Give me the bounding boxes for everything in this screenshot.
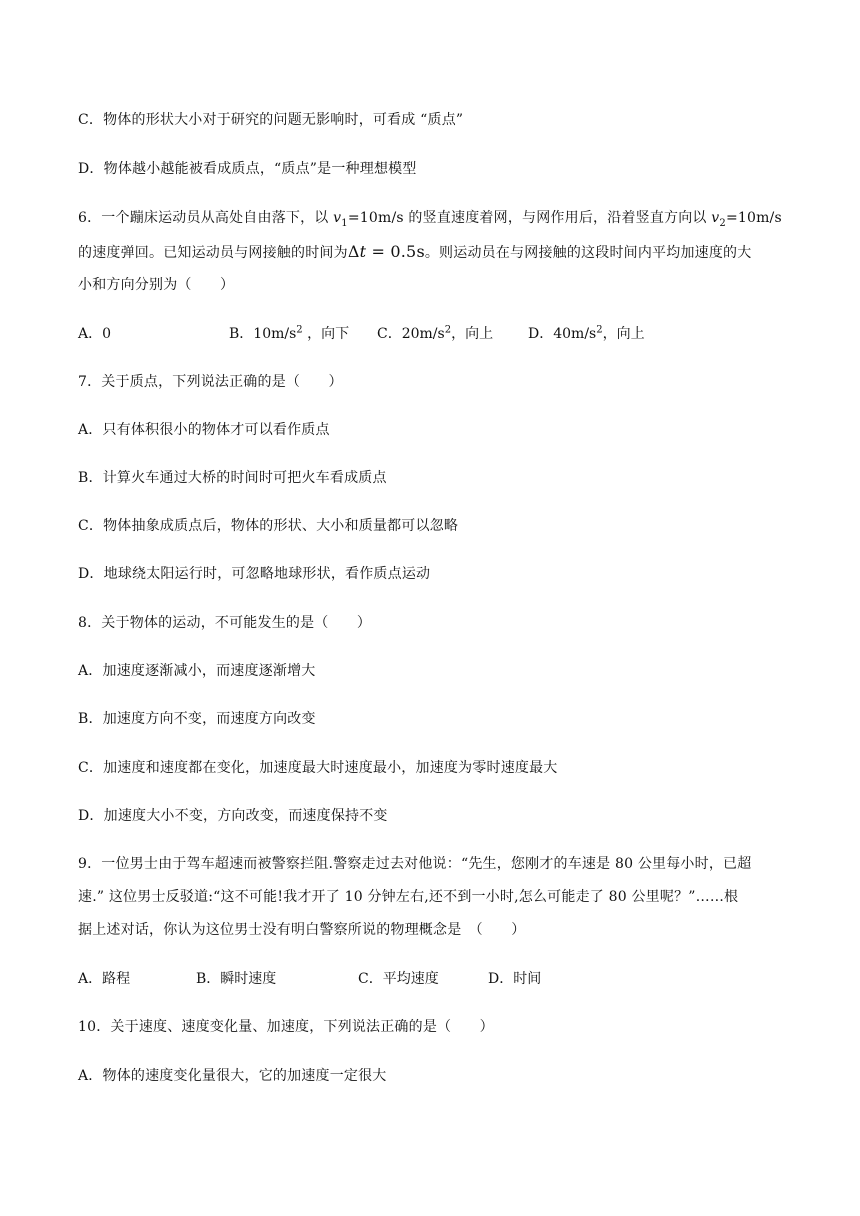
t-symbol: t [359, 242, 367, 261]
option-text: B．10m/s [229, 326, 297, 342]
q7-option-b: B．计算火车通过大桥的时间时可把火车看成质点 [78, 470, 387, 486]
q6-stem-line3: 小和方向分别为（ ） [78, 277, 235, 293]
q6-option-a: A．0 [78, 326, 112, 342]
superscript: 2 [596, 324, 603, 336]
q8-option-a: A．加速度逐渐减小，而速度逐渐增大 [78, 663, 316, 679]
q7-stem: 7．关于质点，下列说法正确的是（ ） [78, 374, 343, 390]
superscript: 2 [444, 324, 452, 336]
q8-option-c: C．加速度和速度都在变化，加速度最大时速度最小，加速度为零时速度最大 [78, 760, 558, 776]
q6-options-row [78, 324, 778, 344]
delta-symbol: Δ [347, 242, 360, 261]
q6-option-b [229, 324, 349, 344]
subscript: 2 [719, 217, 726, 229]
q9-options-row [78, 969, 778, 989]
q6-stem-line1 [78, 208, 782, 228]
q8-stem: 8．关于物体的运动，不可能发生的是（ ） [78, 615, 372, 631]
q7-option-c: C．物体抽象成质点后，物体的形状、大小和质量都可以忽略 [78, 518, 459, 534]
q8-option-d: D．加速度大小不变，方向改变，而速度保持不变 [78, 808, 388, 824]
q6-text-part: 。则运动员在与网接触的这段时间内平均加速度的大 [424, 245, 752, 261]
q6-option-c [377, 324, 493, 344]
q6-text-part: 6．一个蹦床运动员从高处自由落下，以 [78, 210, 334, 226]
q9-stem-line3: 据上述对话，你认为这位男士没有明白警察所说的物理概念是 （ ） [78, 922, 526, 938]
q7-option-a: A．只有体积很小的物体才可以看作质点 [78, 422, 330, 438]
q5-option-c: C．物体的形状大小对于研究的问题无影响时，可看成 “质点” [78, 112, 464, 128]
formula-value: = 0.5s [366, 242, 425, 261]
q10-option-a: A．物体的速度变化量很大，它的加速度一定很大 [78, 1068, 387, 1084]
q8-option-b: B．加速度方向不变，而速度方向改变 [78, 711, 316, 727]
option-text: C．20m/s [377, 326, 445, 342]
q6-text-part: 的速度弹回。已知运动员与网接触的时间为 [78, 245, 348, 261]
option-text: ，向下 [302, 326, 350, 342]
q10-stem: 10．关于速度、速度变化量、加速度，下列说法正确的是（ ） [78, 1019, 494, 1035]
symbol-v1: v [333, 210, 342, 226]
delta-t-formula [348, 242, 425, 261]
q9-stem-line1: 9．一位男士由于驾车超速而被警察拦阻.警察走过去对他说：“先生，您刚才的车速是 80 公里每小时，已超 [78, 856, 752, 872]
symbol-v2: v [711, 210, 720, 226]
q5-option-d: D．物体越小越能被看成质点，“质点”是一种理想模型 [78, 161, 417, 177]
superscript: 2 [296, 324, 303, 336]
q9-option-b: B．瞬时速度 [196, 971, 277, 987]
q6-option-d [528, 324, 645, 344]
q6-stem-line2 [78, 242, 751, 263]
q6-text-part: =10m/s [725, 210, 782, 226]
subscript: 1 [341, 217, 348, 229]
q9-option-d: D．时间 [488, 971, 542, 987]
q7-option-d: D．地球绕太阳运行时，可忽略地球形状，看作质点运动 [78, 566, 431, 582]
q9-stem-line2: 速.” 这位男士反驳道:“这不可能!我才开了 10 分钟左右,还不到一小时,怎么可能走了 80 公里呢？”……根 [78, 889, 739, 905]
option-text: ，向上 [602, 326, 645, 342]
q9-option-a: A．路程 [78, 971, 131, 987]
q6-text-part: =10m/s 的竖直速度着网，与网作用后，沿着竖直方向以 [347, 210, 712, 226]
option-text: ，向上 [451, 326, 494, 342]
option-text: D．40m/s [528, 326, 597, 342]
q9-option-c: C．平均速度 [358, 971, 439, 987]
